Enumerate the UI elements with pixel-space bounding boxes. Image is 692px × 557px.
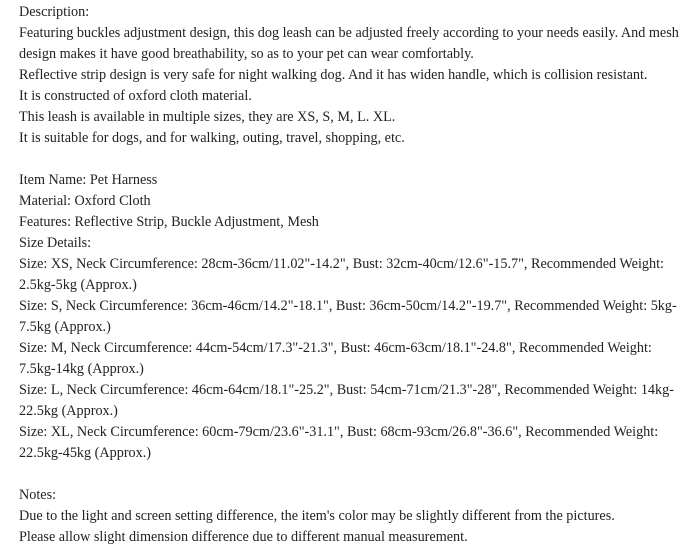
notes-heading: Notes: xyxy=(19,487,57,503)
description-line: It is suitable for dogs, and for walking, outing, travel, shopping, etc. xyxy=(19,130,405,146)
size-s: Size: S, Neck Circumference: 36cm-46cm/14.2"-18.1", Bust: 36cm-50cm/14.2"-19.7", Recommended Weight: 5kg-7.5kg (Approx.) xyxy=(19,298,677,335)
size-details-heading: Size Details: xyxy=(19,235,92,251)
size-l: Size: L, Neck Circumference: 46cm-64cm/18.1"-25.2", Bust: 54cm-71cm/21.3"-28", Recommended Weight: 14kg-22.5kg (Approx.) xyxy=(19,382,674,419)
item-name: Item Name: Pet Harness xyxy=(19,172,158,188)
description-section xyxy=(19,2,686,149)
section-gap xyxy=(19,464,686,485)
notes-line: Please allow slight dimension difference due to different manual measurement. xyxy=(19,529,468,545)
material: Material: Oxford Cloth xyxy=(19,193,151,209)
size-m: Size: M, Neck Circumference: 44cm-54cm/17.3"-21.3", Bust: 46cm-63cm/18.1"-24.8", Recommended Weight: 7.5kg-14kg (Approx.) xyxy=(19,340,652,377)
description-heading: Description: xyxy=(19,4,90,20)
notes-section xyxy=(19,485,686,548)
description-line: It is constructed of oxford cloth material. xyxy=(19,88,252,104)
description-line: Featuring buckles adjustment design, this dog leash can be adjusted freely according to your needs easily. And mesh design makes it have good breathability, so as to your pet can wear comfortably. xyxy=(19,25,679,62)
notes-line: Due to the light and screen setting difference, the item's color may be slightly different from the pictures. xyxy=(19,508,615,524)
features: Features: Reflective Strip, Buckle Adjustment, Mesh xyxy=(19,214,319,230)
size-xs: Size: XS, Neck Circumference: 28cm-36cm/11.02"-14.2", Bust: 32cm-40cm/12.6"-15.7", Recommended Weight: 2.5kg-5kg (Approx.) xyxy=(19,256,664,293)
size-xl: Size: XL, Neck Circumference: 60cm-79cm/23.6"-31.1", Bust: 68cm-93cm/26.8"-36.6", Recommended Weight: 22.5kg-45kg (Approx.) xyxy=(19,424,659,461)
description-line: This leash is available in multiple sizes, they are XS, S, M, L. XL. xyxy=(19,109,396,125)
description-line: Reflective strip design is very safe for night walking dog. And it has widen handle, which is collision resistant. xyxy=(19,67,648,83)
section-gap xyxy=(19,149,686,170)
specifications-section xyxy=(19,170,686,464)
